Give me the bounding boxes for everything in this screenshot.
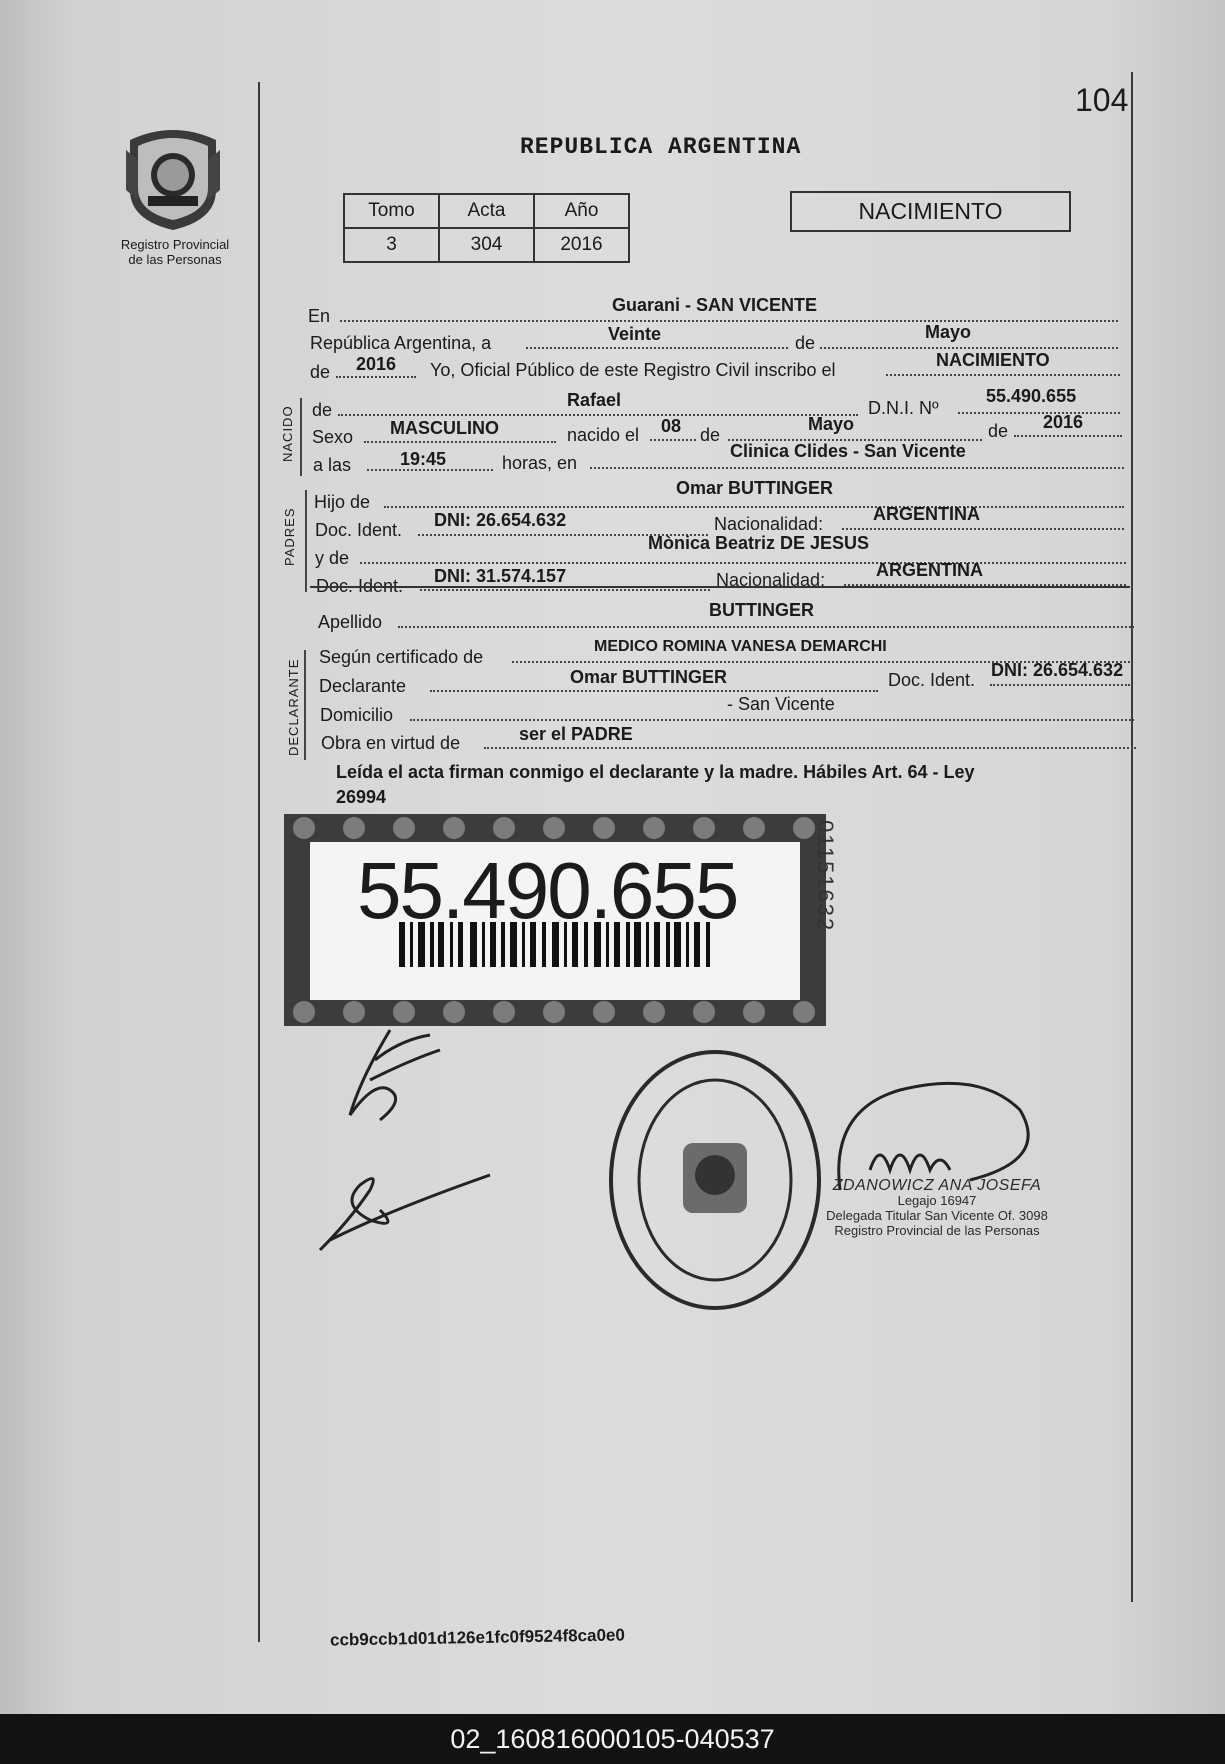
closing-line-1: Leída el acta firman conmigo el declarante y la madre. Hábiles Art. 64 - Ley bbox=[336, 762, 975, 782]
official-legajo: Legajo 16947 bbox=[897, 1193, 977, 1208]
value-madre-nac: ARGENTINA bbox=[876, 560, 983, 580]
declarant-signature bbox=[320, 1020, 460, 1130]
value-madre: Mònica Beatriz DE JESUS bbox=[648, 533, 870, 553]
side-label-nacido: NACIDO bbox=[280, 405, 295, 462]
label-obra: Obra en virtud de bbox=[321, 733, 461, 753]
dotted-line bbox=[484, 747, 1136, 749]
value-madre-doc: DNI: 31.574.157 bbox=[434, 566, 567, 586]
dotted-line bbox=[842, 528, 1124, 530]
dotted-line bbox=[336, 376, 416, 378]
label-de-anio: de bbox=[988, 421, 1009, 441]
dotted-line bbox=[990, 684, 1130, 686]
value-nac-mes: Mayo bbox=[808, 414, 855, 434]
label-republica: República Argentina, a bbox=[310, 333, 492, 353]
label-nacionalidad-padre: Nacionalidad: bbox=[714, 514, 824, 534]
table-value-tomo: 3 bbox=[344, 228, 439, 262]
official-stamp bbox=[605, 1045, 825, 1315]
seal-caption-line2: de las Personas bbox=[128, 252, 222, 267]
dotted-line bbox=[384, 506, 1124, 508]
table-value-anio: 2016 bbox=[534, 228, 629, 262]
label-doc-ident-padre: Doc. Ident. bbox=[315, 520, 403, 540]
label-doc-ident-madre: Doc. Ident. bbox=[316, 576, 404, 596]
value-certificado: MEDICO ROMINA VANESA DEMARCHI bbox=[594, 638, 887, 655]
label-a-las: a las bbox=[313, 455, 352, 475]
section-rule bbox=[310, 586, 1130, 588]
page-number: 104 bbox=[1075, 82, 1129, 118]
dotted-line bbox=[590, 467, 1124, 469]
label-sexo: Sexo bbox=[312, 427, 354, 447]
closing-line-2: 26994 bbox=[336, 787, 387, 807]
value-obra: ser el PADRE bbox=[519, 724, 633, 744]
section-bar bbox=[305, 490, 307, 592]
closing-statement bbox=[336, 760, 1116, 810]
value-lugar-nac: Clinica Clides - San Vicente bbox=[730, 441, 966, 461]
image-footer-id: 02_160816000105-040537 bbox=[0, 1714, 1225, 1764]
label-doc-ident-declarante: Doc. Ident. bbox=[888, 670, 976, 690]
label-domicilio: Domicilio bbox=[320, 705, 394, 725]
mother-signature bbox=[310, 1160, 500, 1260]
label-declarante: Declarante bbox=[319, 676, 407, 696]
section-bar bbox=[300, 398, 302, 476]
dotted-line bbox=[886, 374, 1120, 376]
value-declarante: Omar BUTTINGER bbox=[570, 667, 728, 687]
value-hora: 19:45 bbox=[400, 449, 447, 469]
dotted-line bbox=[526, 347, 788, 349]
label-en: En bbox=[308, 306, 331, 326]
table-value-acta: 304 bbox=[439, 228, 534, 262]
seal-caption-line1: Registro Provincial bbox=[120, 237, 230, 252]
value-padre: Omar BUTTINGER bbox=[676, 478, 834, 498]
value-sexo: MASCULINO bbox=[390, 418, 499, 438]
sticker-dni-number: 55.490.655 bbox=[357, 846, 738, 935]
label-de-mes: de bbox=[700, 425, 721, 445]
dotted-line bbox=[1014, 435, 1122, 437]
value-anio: 2016 bbox=[356, 354, 397, 374]
dotted-line bbox=[650, 439, 696, 441]
section-bar bbox=[304, 650, 306, 760]
dotted-line bbox=[410, 719, 1134, 721]
dotted-line bbox=[360, 562, 1126, 564]
label-nacido-el: nacido el bbox=[567, 425, 640, 445]
value-padre-nac: ARGENTINA bbox=[873, 504, 980, 524]
value-nac-anio: 2016 bbox=[1043, 412, 1084, 432]
dotted-line bbox=[340, 320, 1118, 322]
value-dni: 55.490.655 bbox=[986, 386, 1077, 406]
misiones-seal-logo bbox=[118, 120, 228, 232]
dotted-line bbox=[364, 441, 556, 443]
seal-caption bbox=[100, 237, 250, 267]
label-hijo-de: Hijo de bbox=[314, 492, 371, 512]
value-lugar: Guarani - SAN VICENTE bbox=[612, 295, 818, 315]
label-dni: D.N.I. Nº bbox=[868, 398, 939, 418]
label-de: de bbox=[795, 333, 816, 353]
signature-caption bbox=[822, 1178, 1052, 1238]
label-y-de: y de bbox=[315, 548, 350, 568]
dotted-line bbox=[420, 589, 710, 591]
value-domicilio: - San Vicente bbox=[727, 694, 835, 714]
value-tipo: NACIMIENTO bbox=[936, 350, 1050, 370]
label-oficial: Yo, Oficial Público de este Registro Civil inscribo el bbox=[430, 360, 836, 380]
official-position: Delegada Titular San Vicente Of. 3098 bbox=[826, 1208, 1048, 1223]
label-de-year: de bbox=[310, 362, 331, 382]
table-header-anio: Año bbox=[534, 194, 629, 228]
table-header-tomo: Tomo bbox=[344, 194, 439, 228]
side-label-padres: PADRES bbox=[282, 507, 297, 566]
value-apellido: BUTTINGER bbox=[709, 600, 814, 620]
dotted-line bbox=[430, 690, 878, 692]
value-mes: Mayo bbox=[925, 322, 972, 342]
side-label-declarante: DECLARANTE bbox=[286, 658, 301, 756]
label-nacionalidad-madre: Nacionalidad: bbox=[716, 570, 826, 590]
dotted-line bbox=[338, 414, 858, 416]
value-dia: Veinte bbox=[608, 324, 662, 344]
official-registry: Registro Provincial de las Personas bbox=[834, 1223, 1040, 1238]
document-hash: ccb9ccb1d01d126e1fc0f9524f8ca0e0 bbox=[329, 1625, 626, 1650]
dotted-line bbox=[398, 626, 1134, 628]
value-nac-dia: 08 bbox=[661, 416, 682, 436]
label-de-name: de bbox=[312, 400, 333, 420]
label-segun: Según certificado de bbox=[319, 647, 484, 667]
right-margin-rule bbox=[1131, 72, 1133, 1602]
dotted-line bbox=[820, 347, 1118, 349]
label-apellido: Apellido bbox=[318, 612, 383, 632]
left-margin-rule bbox=[258, 82, 260, 1642]
value-padre-doc: DNI: 26.654.632 bbox=[434, 510, 567, 530]
value-declarante-doc: DNI: 26.654.632 bbox=[991, 660, 1124, 680]
sticker-serial: 01151632 bbox=[813, 820, 838, 933]
value-nombre: Rafael bbox=[567, 390, 622, 410]
record-type-box: NACIMIENTO bbox=[790, 191, 1071, 232]
tomo-acta-anio-table bbox=[343, 193, 630, 263]
label-horas-en: horas, en bbox=[502, 453, 578, 473]
dotted-line bbox=[958, 412, 1120, 414]
table-header-acta: Acta bbox=[439, 194, 534, 228]
official-name: ZDANOWICZ ANA JOSEFA bbox=[832, 1177, 1042, 1194]
document-title: REPUBLICA ARGENTINA bbox=[520, 134, 802, 160]
